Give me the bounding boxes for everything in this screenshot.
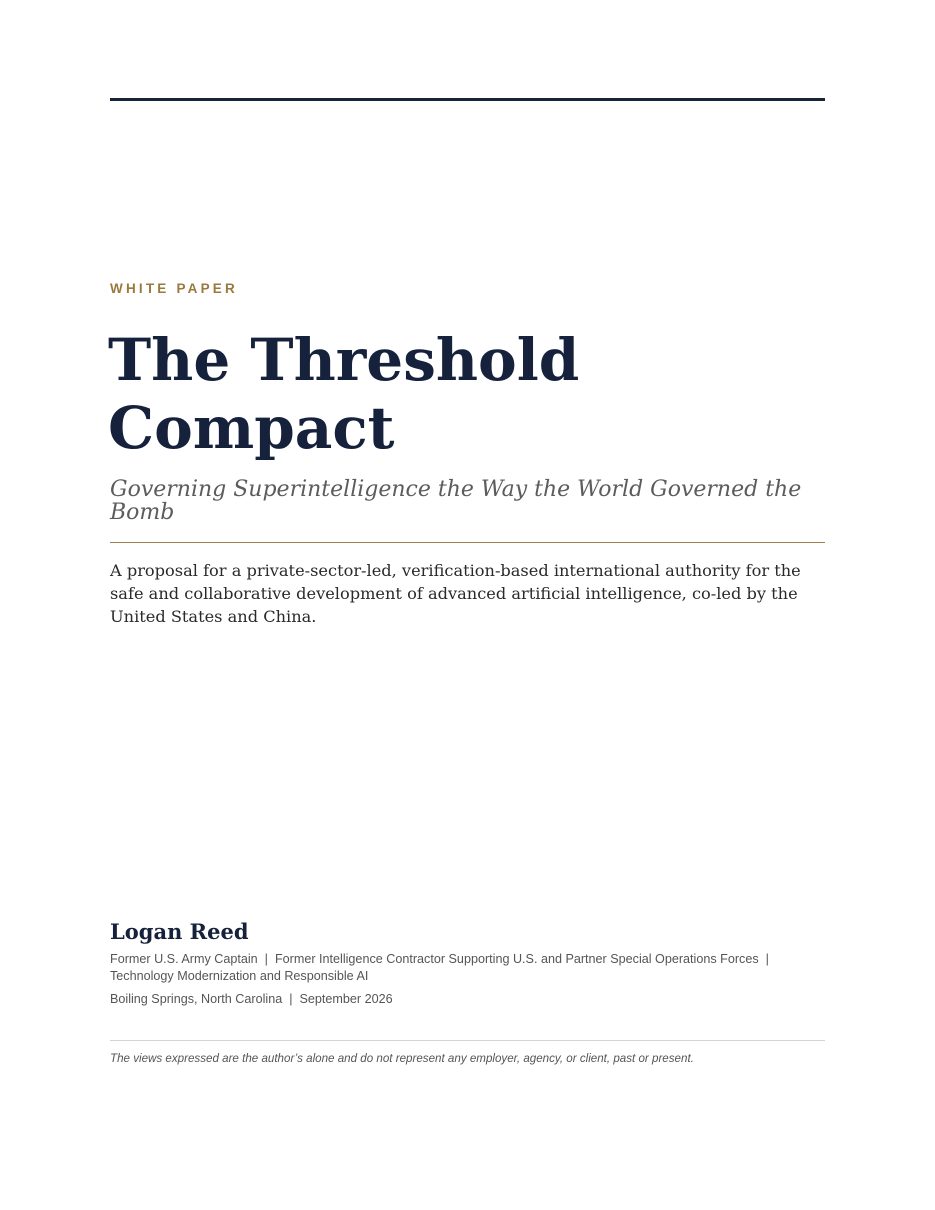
disclaimer: The views expressed are the author’s alone and do not represent any employer, agency, or client, past or present.: [110, 1052, 694, 1065]
author-location: Boiling Springs, North Carolina: [110, 992, 283, 1006]
footer-divider: [110, 1040, 825, 1041]
abstract: A proposal for a private-sector-led, verification-based international authority for the safe and collaborative development of advanced artificial intelligence, co-led by the United States and China.: [110, 561, 801, 626]
document-title: [108, 326, 823, 462]
title-line-1: The Threshold: [108, 326, 580, 394]
title-line-2: Compact: [108, 394, 395, 462]
top-rule: [110, 98, 825, 101]
document-subtitle: Governing Superintelligence the Way the World Governed the Bomb: [110, 477, 802, 525]
credential-separator: |: [264, 952, 268, 966]
document-type-label: WHITE PAPER: [110, 281, 238, 296]
credential-separator: |: [765, 952, 769, 966]
publication-date: September 2026: [299, 992, 393, 1006]
author-name: Logan Reed: [110, 919, 249, 944]
location-separator: |: [289, 992, 293, 1006]
location-date-line: [110, 991, 393, 1008]
subtitle-divider: [110, 542, 825, 543]
credential-army: Former U.S. Army Captain: [110, 952, 258, 966]
author-credentials: [110, 951, 825, 985]
credential-technology: Technology Modernization and Responsible AI: [110, 969, 369, 983]
credential-intelligence: Former Intelligence Contractor Supporting U.S. and Partner Special Operations Forces: [274, 952, 759, 966]
